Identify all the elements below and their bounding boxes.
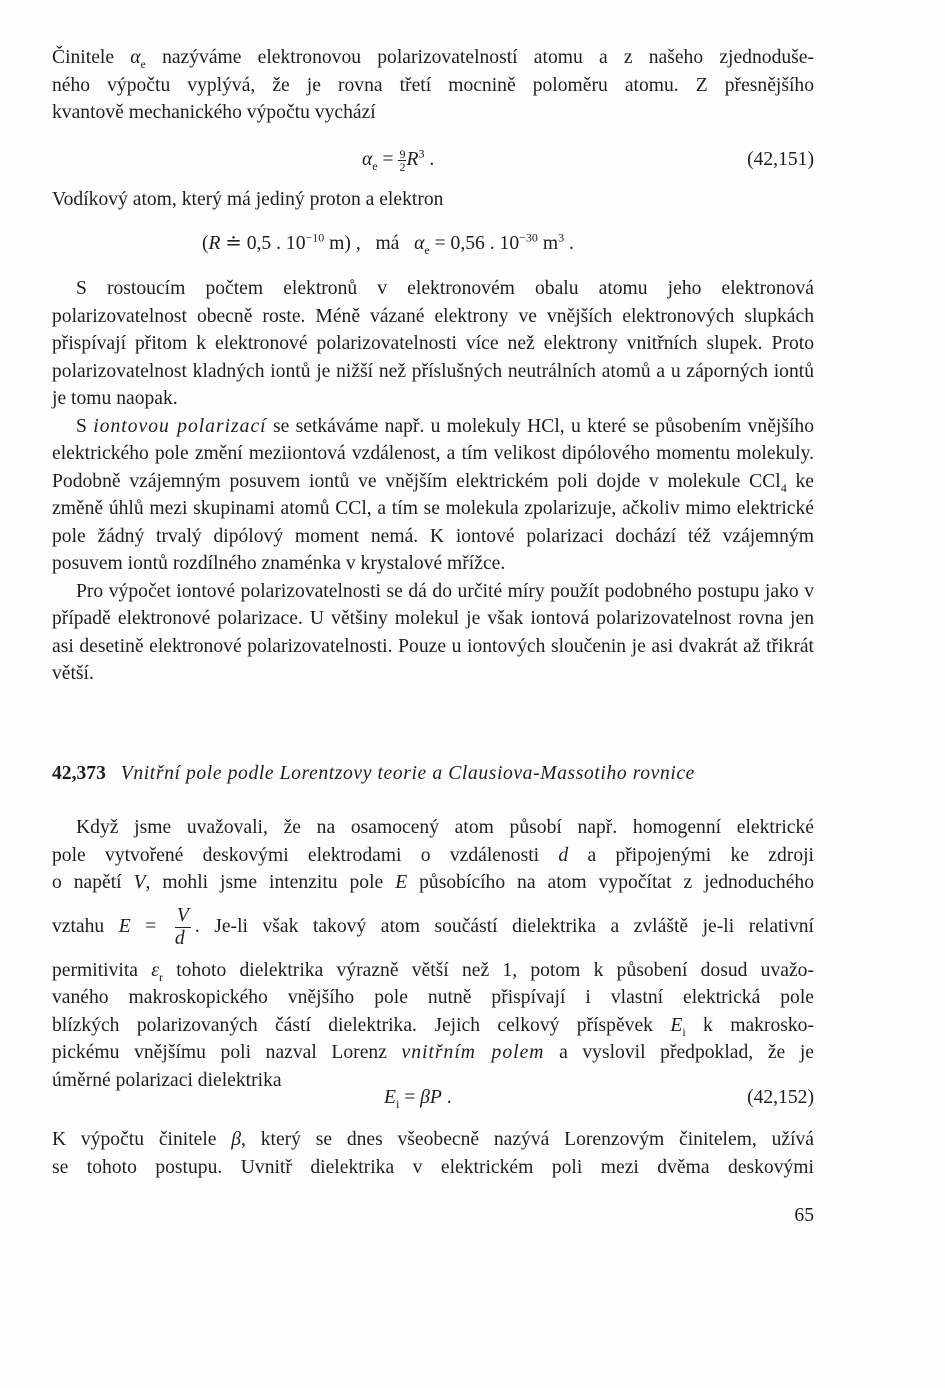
section-heading: [52, 760, 814, 787]
equation-alpha-e: $\alpha_e$ = $\frac{9}{2}$ $R^3$ .: [362, 146, 435, 174]
paragraph-line: o napětí V, mohli jsme intenzitu pole E působícího na atom vypočítat z jednoduchého: [52, 872, 815, 893]
equation-hydrogen-values: (R ≐ 0,5 . $10^{-10}$ m) , má $\alpha_e = 0,56$ . $10^{-30}$ $m^3$ .: [202, 230, 574, 257]
equation-42-152: [52, 1082, 814, 1114]
paragraph-line: Činitele $\alpha_e$ nazýváme elektronovou polarizovatelností atomu a z našeho zjednoduše-: [52, 47, 815, 71]
paragraph-hydrogen: [52, 186, 814, 214]
paragraph-ionic-polarization: S iontovou polarizací se setkáváme např. u molekuly HCl, u které se působením vnějšího elektrického pole změní meziiontová vzdálenost, a tím velikost dipólového momentu molekuly. Podobně vzájemným posuvem iontů ve vnějším elektrickém poli dojde v molekule CCl$_4$ ke změně úhlů mezi skupinami atomů CCl, a tím se molekula zpolarizuje, ačkoliv mimo elektrické pole žádný trvalý dipólový moment nemá. K iontové polarizaci dochází též vzájemným posuvem iontů rozdílného znaménka v krystalové mřížce.: [52, 415, 815, 574]
equation-number: (42,151): [747, 149, 814, 170]
paragraph-line: K výpočtu činitele β, který se dnes všeobecně nazývá Lorenzovým činitelem, užívá: [52, 1129, 815, 1150]
paragraph-line: pickému vnějšímu poli nazval Lorenz vnitřním polem a vyslovil předpoklad, že je: [52, 1042, 814, 1063]
paragraph-line: blízkých polarizovaných částí dielektrika. Jejich celkový příspěvek $E_i$ k makrosko-: [52, 1014, 814, 1039]
paragraph-line: Vodíkový atom, který má jediný proton a elektron: [52, 189, 444, 210]
section-title: Vnitřní pole podle Lorentzovy teorie a Clausiova-Massotiho rovnice: [120, 763, 695, 784]
paragraph-internal-field: [52, 814, 814, 1094]
paragraph-ionic-calculation: Pro výpočet iontové polarizovatelnosti se dá do určité míry použít podobného postupu jako v případě elektronové polarizace. U většiny molekul je však iontová polarizovatelnost rovna jen asi desetině elektronové polarizovatelnosti. Pouze u iontových sloučenin je asi dvakrát až třikrát větší.: [52, 580, 814, 684]
paragraph-line: ného výpočtu vyplývá, že je rovna třetí mocnině poloměru atomu. Z přesnějšího: [52, 74, 814, 96]
fraction-v-over-d: $\frac{V}{d}$: [174, 904, 189, 949]
paragraph-line: vaného makroskopického vnějšího pole nutně přispívají i vlastní elektrická pole: [52, 987, 814, 1008]
section-number: 42,373: [52, 763, 106, 784]
paragraph-electron-count: S rostoucím počtem elektronů v elektronovém obalu atomu jeho elektronová polarizovatelnost obecně roste. Méně vázané elektrony ve vnějších elektronových slupkách přispívají přitom k elektronové polarizovatelnosti více než elektrony vnitřních slupek. Proto polarizovatelnost kladných iontů je nižší než příslušných neutrálních atomů a u záporných iontů je tomu naopak.: [52, 278, 814, 409]
equation-hydrogen: [52, 228, 814, 260]
paragraph-line: Když jsme uvažovali, že na osamocený atom působí např. homogenní elektrické: [76, 817, 814, 838]
paragraph-line: kvantově mechanického výpočtu vychází: [52, 102, 376, 123]
equation-42-151: [52, 144, 814, 176]
page-number: 65: [794, 1205, 814, 1226]
term-internal-field: vnitřním polem: [401, 1042, 545, 1063]
paragraphs-polarization: [52, 275, 814, 688]
equation-number: (42,152): [747, 1087, 814, 1108]
paragraph-lorenz-factor: [52, 1126, 814, 1181]
paragraph-line: úměrné polarizaci dielektrika: [52, 1069, 282, 1091]
paragraph-electron-polarizability: [52, 44, 814, 127]
paragraph-line: vztahu E = $\frac{V}{d}$ . Je-li však takový atom součástí dielektrika a zvláště je-li relativní: [52, 904, 814, 949]
paragraph-line: pole vytvořené deskovými elektrodami o vzdálenosti d a připojenými ke zdroji: [52, 844, 815, 866]
term-ionic-polarization: iontovou polarizací: [93, 415, 267, 437]
paragraph-line: permitivita $\varepsilon_r$ tohoto dielektrika výrazně větší než 1, potom k působení dosud uvažo-: [52, 959, 814, 984]
paragraph-line: se tohoto postupu. Uvnitř dielektrika v elektrickém poli mezi dvěma deskovými: [52, 1156, 814, 1178]
equation-internal-field: $E_i = \beta P$ .: [384, 1087, 452, 1111]
